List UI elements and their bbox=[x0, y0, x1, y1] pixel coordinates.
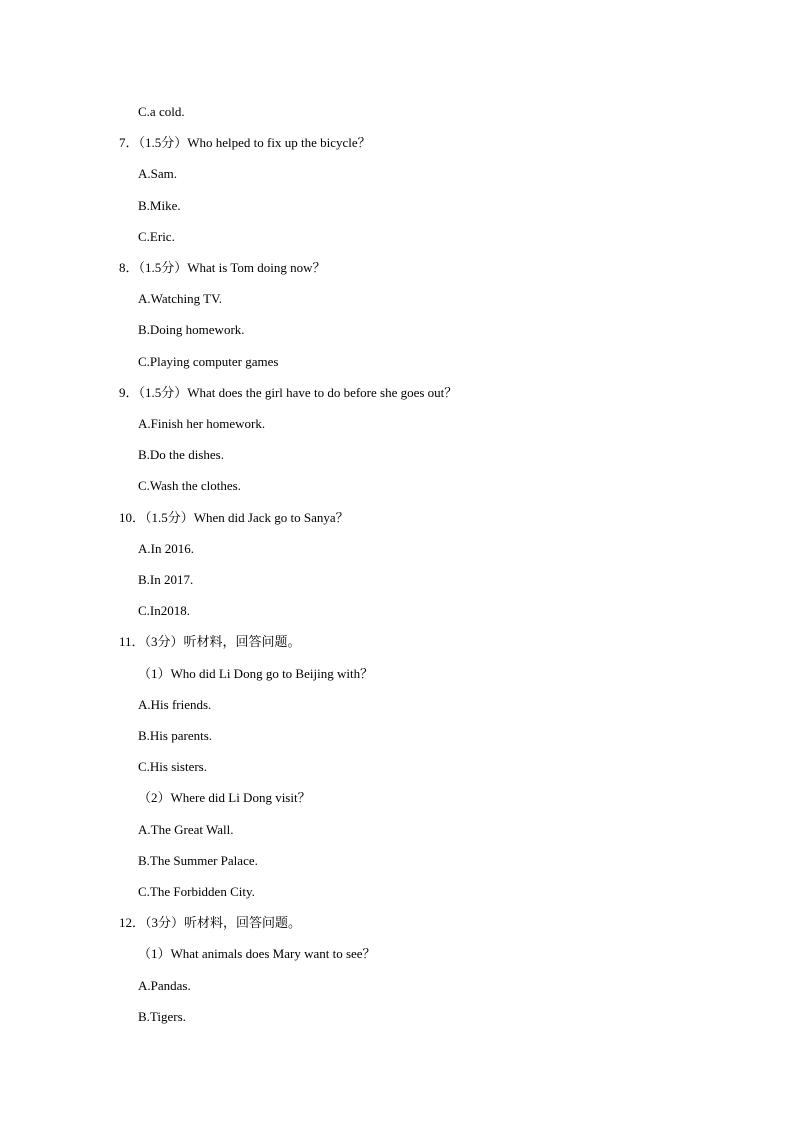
option-line: A.Sam. bbox=[138, 166, 177, 182]
option-line: C.Wash the clothes. bbox=[138, 478, 241, 494]
option-line: B.Tigers. bbox=[138, 1008, 186, 1024]
option-line: B.The Summer Palace. bbox=[138, 852, 258, 868]
option-line: B.Do the dishes. bbox=[138, 447, 224, 463]
option-line: A.Finish her homework. bbox=[138, 416, 266, 431]
option-line: A.The Great Wall. bbox=[138, 821, 234, 837]
option-line: B.His parents. bbox=[138, 728, 213, 743]
option-line: B.Doing homework. bbox=[138, 322, 245, 338]
option-line: A.Watching TV. bbox=[138, 291, 223, 307]
option-line: C.In2018. bbox=[138, 603, 190, 619]
option-line: C.The Forbidden City. bbox=[138, 884, 255, 899]
question-line: 12．（3分）听材料，回答问题。 bbox=[119, 915, 302, 931]
option-line: B.Mike. bbox=[138, 197, 181, 213]
question-line: 8．（1.5分）What is Tom doing now？ bbox=[119, 260, 326, 275]
option-line: A.In 2016. bbox=[138, 540, 194, 556]
option-line: B.In 2017. bbox=[138, 572, 194, 587]
option-line: A.His friends. bbox=[138, 696, 212, 712]
option-line: C.His sisters. bbox=[138, 759, 207, 775]
sub-question-line: （1）Who did Li Dong go to Beijing with？ bbox=[138, 665, 374, 681]
question-line: 7．（1.5分）Who helped to fix up the bicycle？ bbox=[119, 135, 371, 151]
option-line: C.a cold. bbox=[138, 104, 185, 119]
sub-question-line: （2）Where did Li Dong visit？ bbox=[138, 790, 311, 806]
sub-question-line: （1）What animals does Mary want to see？ bbox=[138, 946, 376, 962]
option-line: A.Pandas. bbox=[138, 977, 191, 993]
question-line: 10．（1.5分）When did Jack go to Sanya？ bbox=[119, 509, 349, 525]
option-line: C.Eric. bbox=[138, 228, 175, 244]
option-line: C.Playing computer games bbox=[138, 353, 279, 369]
question-line: 9．（1.5分）What does the girl have to do before she goes out？ bbox=[119, 384, 458, 400]
question-line: 11．（3分）听材料，回答问题。 bbox=[119, 634, 301, 650]
